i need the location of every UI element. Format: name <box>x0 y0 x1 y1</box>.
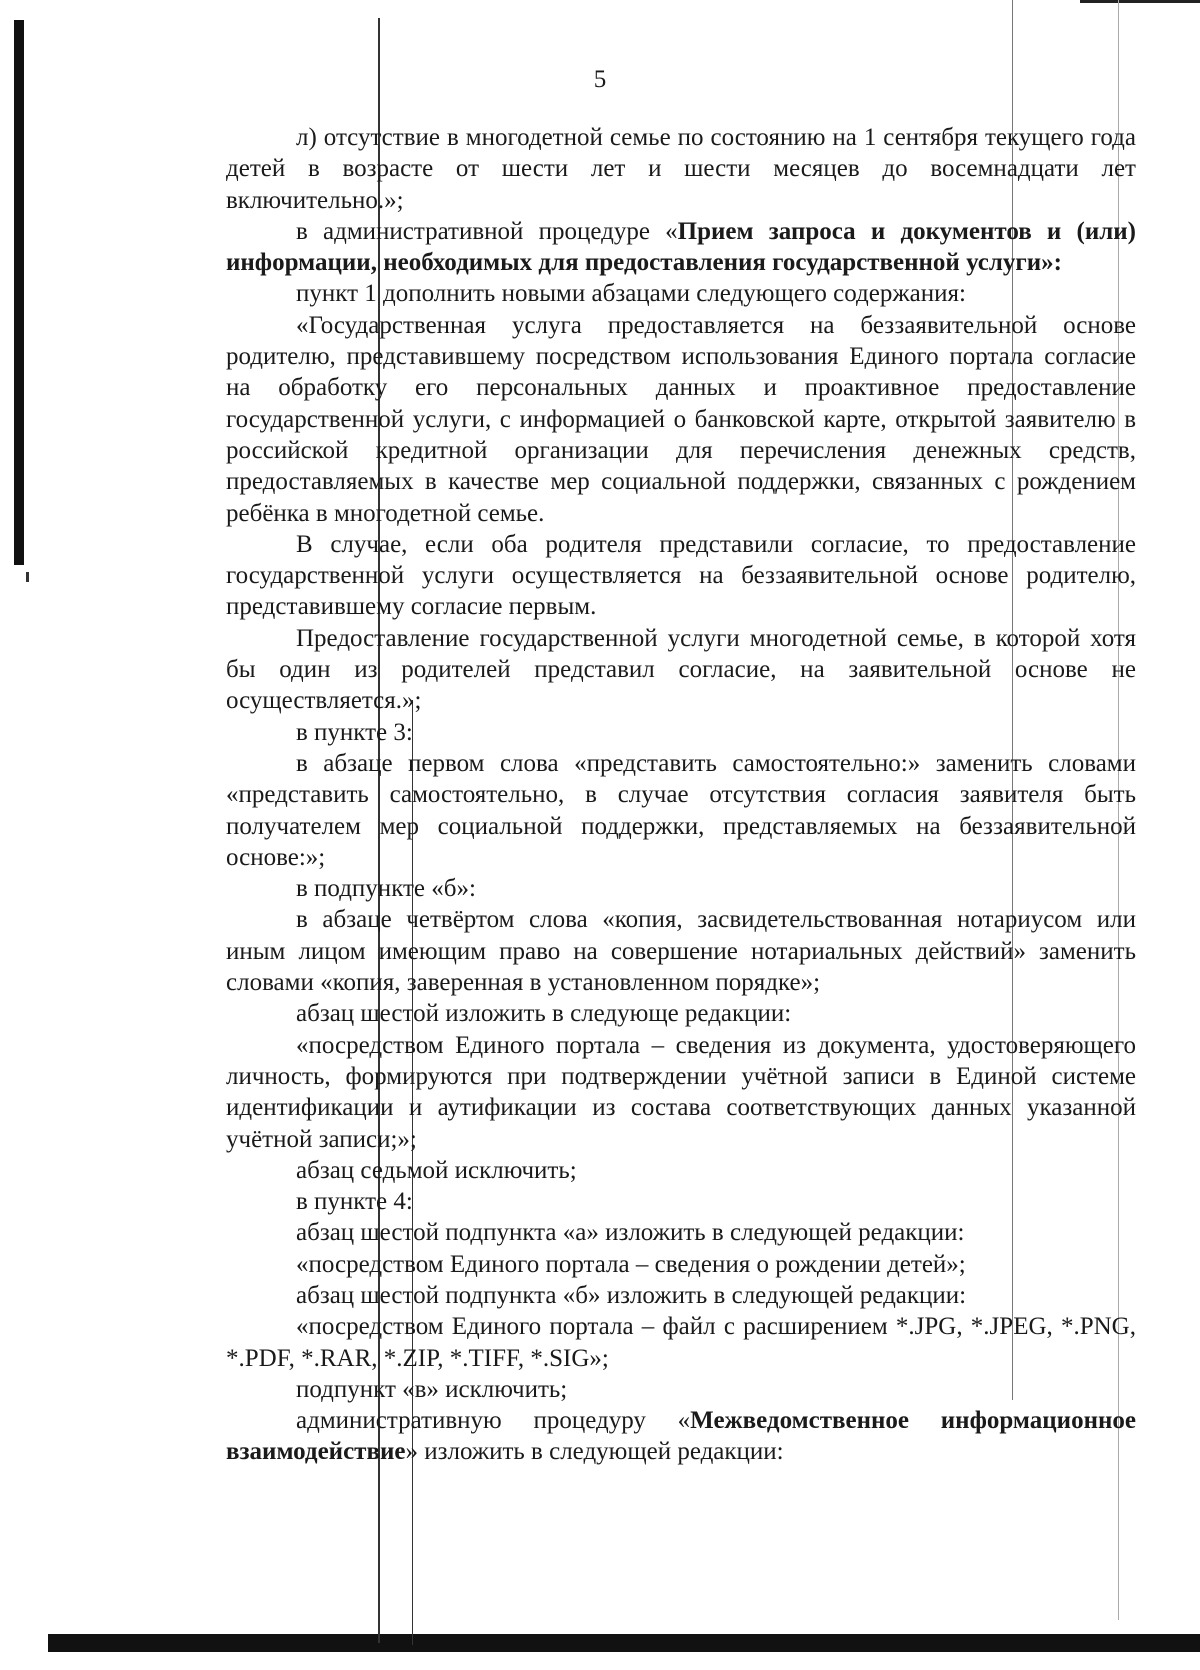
paragraph-text: «посредством Единого портала – файл с расширением *.JPG, *.JPEG, *.PNG, *.PDF, *.RAR, *.ZIP, *.TIFF, *.SIG»; <box>226 1313 1136 1372</box>
paragraph-text: в подпункте «б»: <box>296 875 476 903</box>
paragraph-text: пункт 1 дополнить новыми абзацами следующего содержания: <box>296 280 966 308</box>
paragraph-text: административную процедуру « <box>296 1407 691 1435</box>
document-paragraph <box>226 1374 1136 1405</box>
document-paragraph <box>226 717 1136 748</box>
paragraph-text: л) отсутствие в многодетной семье по состоянию на 1 сентября текущего года детей в возрасте от шести лет и шести месяцев до восемнадцати лет включительно.»; <box>226 124 1136 214</box>
paragraph-text: «Государственная услуга предоставляется на беззаявительной основе родителю, представившему посредством использования Единого портала согласие на обработку его персональных данных и проактивное предоставление государственной услуги, с информацией о банковской карте, открытой заявителю в российской кредитной организации для перечисления денежных средств, предоставляемых в качестве мер социальной поддержки, связанных с рождением ребёнка в многодетной семье. <box>226 311 1136 527</box>
paragraph-text: абзац седьмой исключить; <box>296 1156 577 1184</box>
document-paragraph <box>226 1249 1136 1280</box>
document-paragraph <box>226 873 1136 904</box>
document-paragraph <box>226 1186 1136 1217</box>
document-body <box>226 122 1136 1468</box>
document-paragraph <box>226 1280 1136 1311</box>
paragraph-text: в пункте 4: <box>296 1188 413 1216</box>
document-paragraph <box>226 310 1136 529</box>
document-paragraph <box>226 748 1136 873</box>
document-paragraph <box>226 1155 1136 1186</box>
paragraph-text: абзац шестой подпункта «а» изложить в следующей редакции: <box>296 1219 965 1247</box>
paragraph-text: абзац шестой подпункта «б» изложить в следующей редакции: <box>296 1281 967 1309</box>
document-paragraph <box>226 998 1136 1029</box>
paragraph-text: В случае, если оба родителя представили согласие, то предоставление государственной услуги осуществляется на беззаявительной основе родителю, представившему согласие первым. <box>226 530 1136 621</box>
document-paragraph <box>226 122 1136 216</box>
scan-edge-bottom <box>48 1634 1200 1652</box>
document-paragraph <box>226 278 1136 309</box>
paragraph-text: подпункт «в» исключить; <box>296 1375 568 1403</box>
scan-edge-top <box>1080 0 1200 3</box>
document-paragraph <box>226 1217 1136 1248</box>
document-paragraph <box>226 1405 1136 1468</box>
paragraph-text: в административной процедуре « <box>296 217 678 245</box>
bold-text: Межведомственное информационное взаимодействие <box>226 1407 1136 1466</box>
scan-edge-left <box>14 20 24 565</box>
document-paragraph <box>226 216 1136 279</box>
bold-text: Прием запроса и документов и (или) информации, необходимых для предоставления государственной услуги»: <box>226 217 1137 277</box>
paragraph-text: Предоставление государственной услуги многодетной семье, в которой хотя бы один из родителей представил согласие, на заявительной основе не осуществляется.»; <box>226 624 1136 715</box>
document-paragraph <box>226 904 1136 998</box>
document-paragraph <box>226 1311 1136 1374</box>
document-paragraph <box>226 529 1136 623</box>
paragraph-text: «посредством Единого портала – сведения из документа, удостоверяющего личность, формируются при подтверждении учётной записи в Единой системе идентификации и аутификации из состава соответствующих данных указанной учётной записи;»; <box>226 1031 1136 1153</box>
paragraph-text: в абзаце четвёртом слова «копия, засвидетельствованная нотариусом или иным лицом имеющим право на совершение нотариальных действий» заменить словами «копия, заверенная в установленном порядке»; <box>226 906 1136 997</box>
paragraph-text: в пункте 3: <box>296 718 413 746</box>
scan-mark <box>26 572 29 582</box>
paragraph-text: абзац шестой изложить в следующе редакции: <box>296 1000 792 1028</box>
paragraph-text: » изложить в следующей редакции: <box>405 1438 784 1466</box>
paragraph-text: «посредством Единого портала – сведения о рождении детей»; <box>296 1250 966 1278</box>
document-paragraph <box>226 623 1136 717</box>
page-number: 5 <box>593 66 607 93</box>
document-paragraph <box>226 1030 1136 1155</box>
paragraph-text: в абзаце первом слова «представить самостоятельно:» заменить словами «представить самостоятельно, в случае отсутствия согласия заявителя быть получателем мер социальной поддержки, представляемых на беззаявительной основе:»; <box>226 749 1136 871</box>
